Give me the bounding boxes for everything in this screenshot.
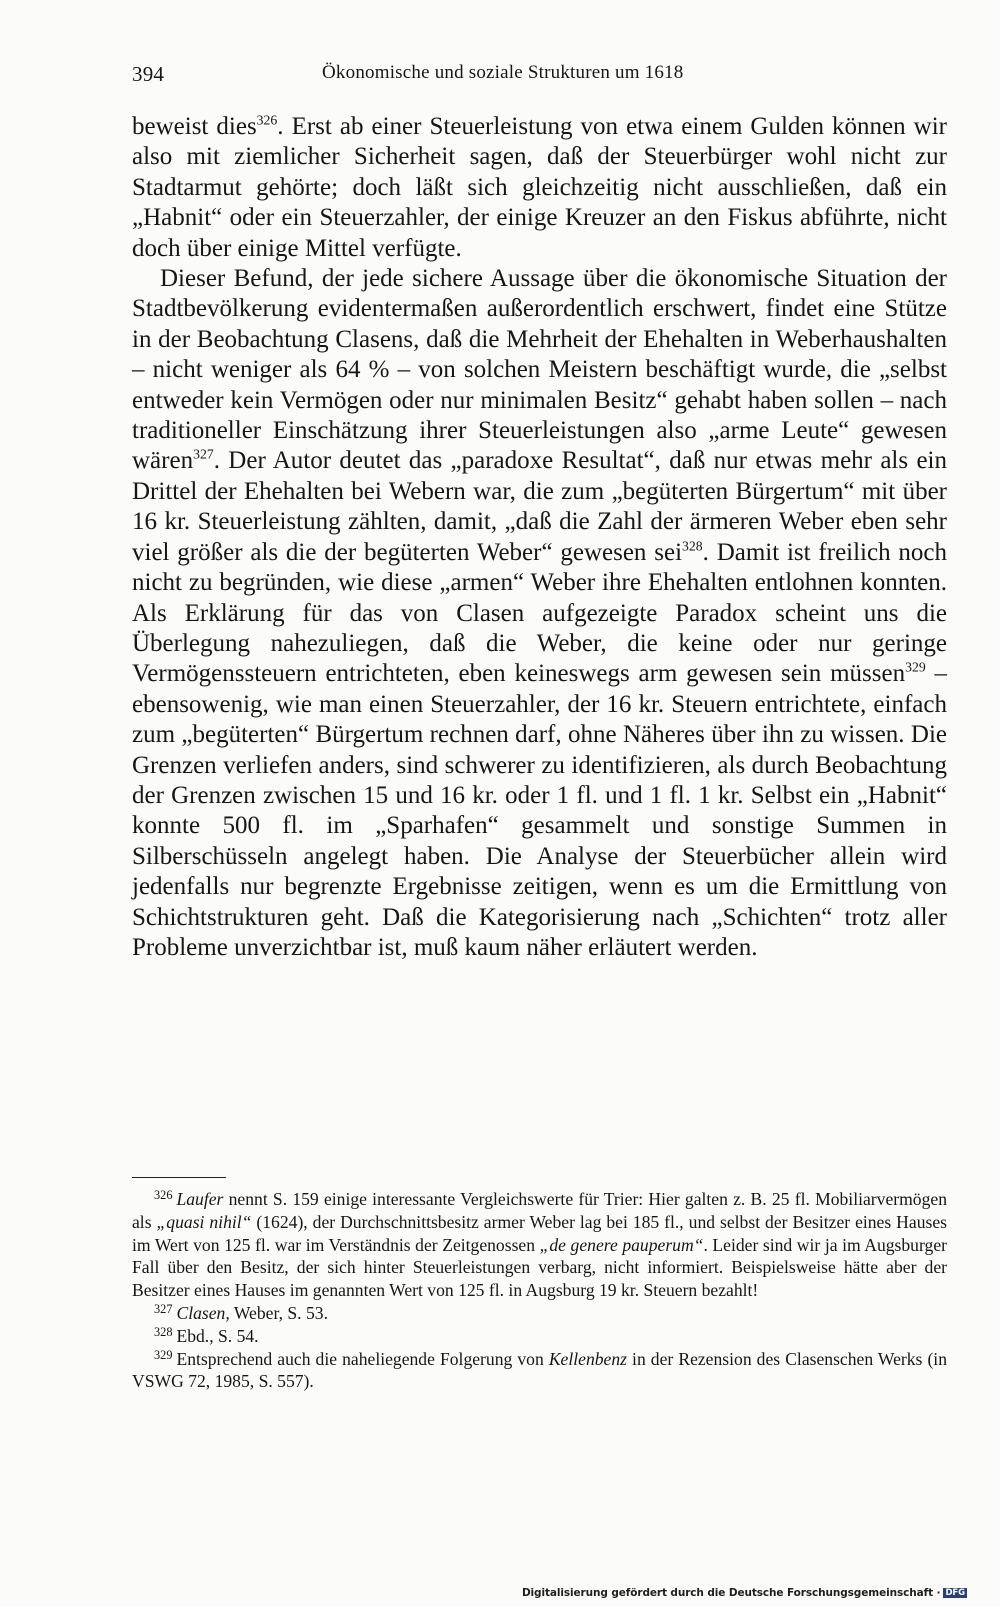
- running-title: Ökonomische und soziale Strukturen um 1618: [322, 62, 684, 83]
- digitization-credit: [522, 1587, 967, 1599]
- dfg-logo: DFG: [945, 1588, 965, 1598]
- footnote-text: in der Rezension des Clasenschen Werks (in VSWG 72, 1985, S. 557).: [132, 1348, 947, 1392]
- latin-quote: „quasi nihil“: [156, 1211, 252, 1232]
- latin-quote: „de genere pauperum“: [539, 1234, 704, 1255]
- paragraph-2: [132, 264, 947, 963]
- footnotes: [132, 1188, 947, 1393]
- footnote-text: Weber, S. 53.: [229, 1302, 328, 1323]
- text-run: . Erst ab einer Steuerleistung von etwa einem Gulden können wir also mit ziemlicher Sicherheit sagen, daß der Steuerbürger wohl nicht zur Stadtarmut gehörte; doch läßt sich gleichzeitig nicht ausschließen, daß ein „Habnit“ oder ein Steuerzahler, der einige Kreuzer an den Fiskus abführte, nicht doch über einige Mittel verfügte.: [132, 113, 947, 262]
- author-name: Laufer: [176, 1189, 224, 1209]
- footnote-text: nennt S. 159 einige interessante Vergleichswerte für Trier: Hier galten z. B. 25 fl. Mobiliarvermögen als: [132, 1189, 947, 1232]
- footnote-text: (1624), der Durchschnittsbesitz armer Weber lag bei 185 fl., und selbst der Besitzer eines Hauses im Wert von 125 fl. war im Verständnis der Zeitgenossen: [132, 1211, 947, 1255]
- text-run: . Der Autor deutet das „paradoxe Resultat“, daß nur etwas mehr als ein Drittel der Ehehalten bei Webern war, die zum „begüterten Bürgertum“ mit über 16 kr. Steuerleistung zählten, damit, „daß die Zahl der ärmeren Weber eben sehr viel größer als die der begüterten Weber“ gewesen sei: [132, 447, 947, 566]
- footnote-327: [132, 1302, 947, 1325]
- credit-text: Digitalisierung gefördert durch die Deutsche Forschungsgemeinschaft ·: [521, 1587, 941, 1599]
- footnote-text: Ebd., S. 54.: [176, 1325, 259, 1346]
- text-run: beweist dies: [132, 113, 257, 140]
- footnote-328: [132, 1325, 947, 1348]
- footnote-ref-326: 326: [256, 112, 278, 128]
- text-run: Dieser Befund, der jede sichere Aussage über die ökonomische Situation der Stadtbevölkerung evidentermaßen außerordentlich erschwert, findet eine Stütze in der Beobachtung Clasens, daß die Mehrheit der Ehehalten in Weberhaushalten – nicht weniger als 64 % – von solchen Meistern beschäftigt wurde, die „selbst entweder kein Vermögen oder nur minimalen Besitz“ gehabt haben sollen – nach traditioneller Einschätzung ihrer Steuerleistungen also „arme Leute“ gewesen wären: [132, 265, 947, 475]
- footnote-ref-328: 328: [682, 538, 703, 554]
- footnote-ref-329: 329: [905, 659, 926, 675]
- page-number: 394: [132, 62, 165, 86]
- footnote-329: [132, 1348, 947, 1394]
- paragraph-1: [132, 112, 947, 264]
- footnote-number: 328: [154, 1325, 173, 1340]
- author-name: Clasen,: [176, 1302, 230, 1323]
- author-name: Kellenbenz: [548, 1348, 627, 1369]
- footnote-text: . Leider sind wir ja im Augsburger Fall über den Besitz, der sich hinter Steuerleistungen verbarg, nicht informiert. Beispielsweise hätte aber der Besitzer eines Hauses im genannten Wert von 125 fl. in Augsburg 19 kr. Steuern bezahlt!: [132, 1234, 947, 1301]
- footnote-ref-327: 327: [193, 446, 214, 462]
- footnote-separator: [132, 1177, 226, 1178]
- footnote-number: 327: [154, 1302, 173, 1317]
- text-run: – ebensowenig, wie man einen Steuerzahler, der 16 kr. Steuern entrichtete, einfach zum „begüterten“ Bürgertum rechnen darf, ohne Näheres über ihn zu wissen. Die Grenzen verliefen anders, sind schwerer zu identifizieren, als durch Beobachtung der Grenzen zwischen 15 und 16 kr. oder 1 fl. und 1 fl. 1 kr. Selbst ein „Habnit“ konnte 500 fl. im „Sparhafen“ gesammelt und sonstige Summen in Silberschüsseln angelegt haben. Die Analyse der Steuerbücher allein wird jedenfalls nur begrenzte Ergebnisse zeitigen, wenn es um die Ermittlung von Schichtstrukturen geht. Daß die Kategorisierung nach „Schichten“ trotz aller Probleme unverzichtbar ist, muß kaum näher erläutert werden.: [132, 660, 948, 961]
- footnote-text: Entsprechend auch die naheliegende Folgerung von: [176, 1348, 549, 1369]
- text-run: . Damit ist freilich noch nicht zu begründen, wie diese „armen“ Weber ihre Ehehalten entlohnen konnten. Als Erklärung für das von Clasen aufgezeigte Paradox scheint uns die Überlegung nahezuliegen, daß die Weber, die keine oder nur geringe Vermögenssteuern entrichteten, eben keineswegs arm gewesen sein müssen: [132, 538, 947, 688]
- footnote-number: 329: [154, 1348, 173, 1363]
- main-text: [132, 112, 947, 963]
- footnote-number: 326: [154, 1188, 173, 1203]
- footnote-326: [132, 1188, 947, 1302]
